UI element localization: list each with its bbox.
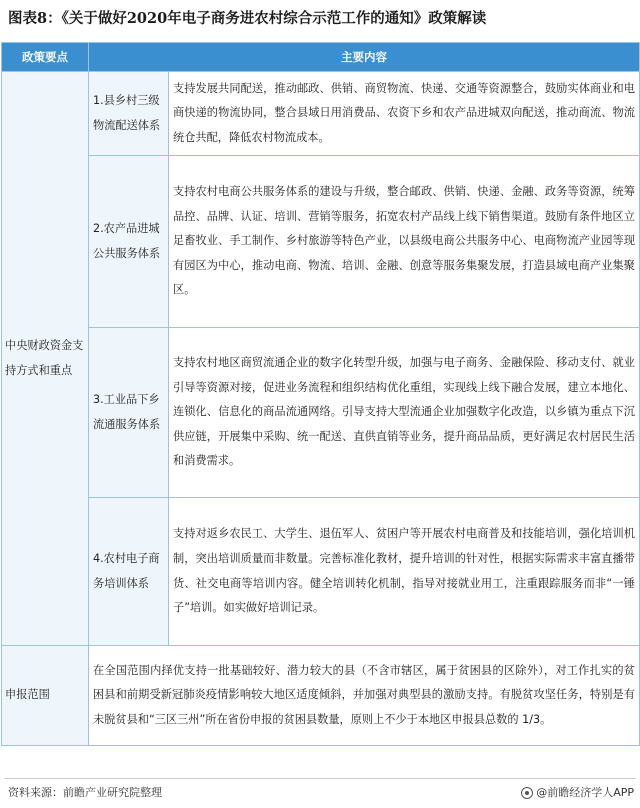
row-item-training: 4.农村电子商务培训体系 [89,498,169,646]
header-main-content: 主要内容 [89,43,640,72]
qianzhan-logo-icon [521,787,533,799]
brand-credit [521,784,634,802]
row-content-agri-products: 支持农村电商公共服务体系的建设与升级，整合邮政、供销、快递、金融、政务等资源，统筹品控、品牌、认证、培训、营销等服务，拓宽农村产品线上线下销售渠道。鼓励有条件地区立足畜牧业、手工制作、乡村旅游等特色产业，以县级电商公共服务中心、电商物流产业园等现有园区为中心，推动电商、物流、培训、金融、创意等服务集聚发展，打造县域电商产业集聚区。 [169,156,640,328]
brand-text: @前瞻经济学人APP [536,786,634,799]
row-content-application-scope: 在全国范围内择优支持一批基础较好、潜力较大的县（不含市辖区，属于贫困县的区除外），对工作扎实的贫困县和前期受新冠肺炎疫情影响较大地区适度倾斜，并加强对典型县的激励支持。有脱贫攻坚任务，特别是有未脱贫县和“三区三州”所在省份申报的贫困县数量，原则上不少于本地区申报县总数的 1/3。 [89,646,640,746]
table-row [2,72,640,156]
table-row [2,328,640,498]
row-content-industrial-goods: 支持农村地区商贸流通企业的数字化转型升级，加强与电子商务、金融保险、移动支付、就业引导等资源对接，促进业务流程和组织结构优化重组，实现线上线下融合发展，建立本地化、连锁化、信息化的商品流通网络。引导支持大型流通企业加强数字化改造，以乡镇为重点下沉供应链，开展集中采购、统一配送、直供直销等业务，提升商品品质，更好满足农村居民生活和消费需求。 [169,328,640,498]
row-item-logistics: 1.县乡村三级物流配送体系 [89,72,169,156]
row-content-logistics: 支持发展共同配送，推动邮政、供销、商贸物流、快递、交通等资源整合，鼓励实体商业和电商快递的物流协同，整合县域日用消费品、农资下乡和农产品进城双向配送，推动商流、物流统仓共配，降低农村物流成本。 [169,72,640,156]
row-content-training: 支持对返乡农民工、大学生、退伍军人、贫困户等开展农村电商普及和技能培训，强化培训机制，突出培训质量而非数量。完善标准化教材，提升培训的针对性，根据实际需求丰富直播带货、社交电商等培训内容。健全培训转化机制，指导对接就业用工，注重跟踪服务而非“一锤子”培训。如实做好培训记录。 [169,498,640,646]
policy-table [1,42,640,746]
source-note: 资料来源：前瞻产业研究院整理 [8,786,162,799]
section-label-application-scope: 申报范围 [2,646,89,746]
table-row [2,646,640,746]
table-header-row [2,43,640,72]
figure-title: 图表8：《关于做好2020年电子商务进农村综合示范工作的通知》政策解读 [8,10,487,27]
footer [4,778,636,800]
header-policy-points: 政策要点 [2,43,89,72]
table-row [2,156,640,328]
section-label-fiscal-support: 中央财政资金支持方式和重点 [2,72,89,646]
row-item-industrial-goods: 3.工业品下乡流通服务体系 [89,328,169,498]
row-item-agri-products: 2.农产品进城公共服务体系 [89,156,169,328]
table-row [2,498,640,646]
